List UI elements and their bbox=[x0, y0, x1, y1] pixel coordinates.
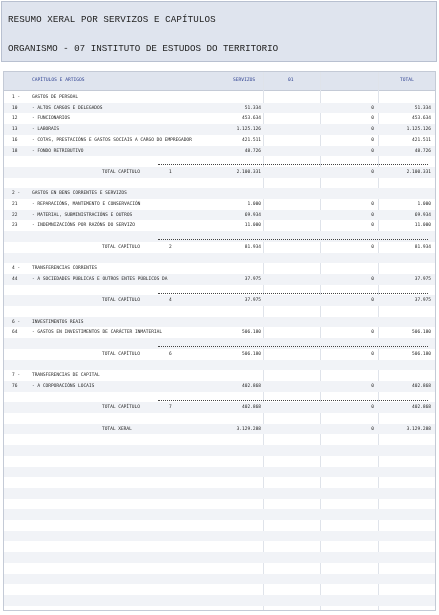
empty-row bbox=[4, 509, 435, 520]
chapter-name: GASTOS EN BENS CORRENTES E SERVIZOS bbox=[32, 191, 127, 197]
table-row bbox=[4, 285, 435, 296]
total-amount: 453.634 bbox=[412, 116, 431, 122]
article-name: - INDEMNIZACIÓNS POR RAZÓNS DO SERVIZO bbox=[32, 223, 135, 229]
service-01-amount: 0 bbox=[371, 223, 374, 229]
table-row bbox=[4, 360, 435, 371]
service-01-amount: 0 bbox=[371, 127, 374, 133]
empty-row bbox=[4, 499, 435, 510]
service-amount: 48.726 bbox=[244, 148, 261, 154]
total-amount: 37.975 bbox=[414, 298, 431, 304]
service-amount: 402.868 bbox=[242, 405, 261, 411]
empty-row bbox=[4, 606, 435, 611]
table-row bbox=[4, 199, 435, 210]
chapter-total-number: 2 bbox=[169, 244, 172, 250]
service-amount: 81.934 bbox=[244, 244, 261, 250]
subtotal-rule bbox=[158, 239, 428, 240]
report-title: RESUMO XERAL POR SERVIZOS E CAPÍTULOS bbox=[8, 14, 216, 25]
table-row bbox=[4, 135, 435, 146]
total-amount: 421.511 bbox=[412, 137, 431, 143]
empty-row bbox=[4, 552, 435, 563]
service-01-amount: 0 bbox=[371, 298, 374, 304]
table-row bbox=[4, 317, 435, 328]
table-row bbox=[4, 113, 435, 124]
service-amount: 51.334 bbox=[244, 105, 261, 111]
total-amount: 1.125.126 bbox=[406, 127, 431, 133]
table-row bbox=[4, 263, 435, 274]
col-header-service-01: 01 bbox=[288, 78, 294, 83]
service-amount: 3.129.288 bbox=[236, 426, 261, 432]
chapter-name: INVESTIMENTOS REAIS bbox=[32, 319, 84, 325]
article-name: - REPARACIÓNS, MANTEMENTO E CONSERVACIÓN bbox=[32, 202, 141, 207]
service-01-amount: 0 bbox=[371, 276, 374, 282]
table-row bbox=[4, 167, 435, 178]
empty-row bbox=[4, 488, 435, 499]
total-amount: 37.975 bbox=[414, 276, 431, 282]
article-code: 12 bbox=[12, 116, 18, 122]
article-name: - A SOCIEDADES PÚBLICAS E OUTROS ENTES PÚBLICOS DA bbox=[32, 276, 168, 282]
empty-row bbox=[4, 477, 435, 488]
service-amount: 453.634 bbox=[242, 116, 261, 122]
service-amount: 37.975 bbox=[244, 298, 261, 304]
chapter-code: 4 - bbox=[12, 266, 21, 272]
service-01-amount: 0 bbox=[371, 137, 374, 143]
service-01-amount: 0 bbox=[371, 148, 374, 154]
chapter-total-number: 4 bbox=[169, 298, 172, 304]
service-01-amount: 0 bbox=[371, 116, 374, 122]
table-row bbox=[4, 306, 435, 317]
organism-label: ORGANISMO - 07 INSTITUTO DE ESTUDOS DO TERRITORIO bbox=[8, 43, 279, 54]
table-row bbox=[4, 327, 435, 338]
subtotal-rule bbox=[158, 400, 428, 401]
article-name: - MATERIAL, SUBMINISTRACIÓNS E OUTROS bbox=[32, 212, 133, 218]
chapter-name: TRANSFERENCIAS DE CAPITAL bbox=[32, 373, 100, 379]
empty-row bbox=[4, 467, 435, 478]
chapter-total-number: 7 bbox=[169, 405, 172, 411]
table-header bbox=[4, 72, 435, 91]
col-header-services: SERVIZOS bbox=[233, 78, 256, 83]
table-row bbox=[4, 156, 435, 167]
chapter-code: 7 - bbox=[12, 373, 21, 379]
empty-row bbox=[4, 595, 435, 606]
table-row bbox=[4, 338, 435, 349]
total-amount: 1.000 bbox=[417, 202, 431, 207]
service-amount: 421.511 bbox=[242, 137, 261, 143]
chapter-code: 2 - bbox=[12, 191, 21, 197]
service-01-amount: 0 bbox=[371, 212, 374, 218]
service-amount: 11.000 bbox=[244, 223, 261, 229]
service-01-amount: 0 bbox=[371, 169, 374, 175]
chapter-total-label: TOTAL CAPÍTULO bbox=[102, 244, 140, 250]
table-row bbox=[4, 381, 435, 392]
table-row bbox=[4, 210, 435, 221]
total-amount: 48.726 bbox=[414, 148, 431, 154]
article-name: - LABORAIS bbox=[32, 127, 60, 133]
article-name: - GASTOS EN INVESTIMENTOS DE CARÁCTER INMATERIAL bbox=[32, 330, 163, 336]
subtotal-rule bbox=[158, 164, 428, 165]
article-code: 44 bbox=[12, 276, 18, 282]
table-row bbox=[4, 274, 435, 285]
empty-row bbox=[4, 445, 435, 456]
subtotal-rule bbox=[158, 346, 428, 347]
total-amount: 11.000 bbox=[414, 223, 431, 229]
report-banner bbox=[1, 1, 437, 62]
service-amount: 506.180 bbox=[242, 330, 261, 336]
chapter-total-number: 1 bbox=[169, 169, 172, 175]
total-amount: 3.129.288 bbox=[406, 426, 431, 432]
table-row bbox=[4, 103, 435, 114]
subtotal-rule bbox=[158, 293, 428, 294]
chapter-total-label: TOTAL CAPÍTULO bbox=[102, 405, 140, 411]
total-amount: 506.180 bbox=[412, 351, 431, 357]
table-row bbox=[4, 424, 435, 435]
col-header-chapters: CAPÍTULOS E ARTIGOS bbox=[32, 78, 85, 83]
total-amount: 506.180 bbox=[412, 330, 431, 336]
service-amount: 69.934 bbox=[244, 212, 261, 218]
grand-total-label: TOTAL XERAL bbox=[102, 426, 132, 432]
service-01-amount: 0 bbox=[371, 105, 374, 111]
table-row bbox=[4, 124, 435, 135]
summary-table bbox=[3, 71, 436, 611]
total-amount: 402.868 bbox=[412, 383, 431, 389]
service-01-amount: 0 bbox=[371, 405, 374, 411]
article-name: - FONDO RETRIBUTIVO bbox=[32, 148, 84, 154]
empty-row bbox=[4, 563, 435, 574]
chapter-total-label: TOTAL CAPÍTULO bbox=[102, 169, 140, 175]
service-01-amount: 0 bbox=[371, 383, 374, 389]
article-code: 13 bbox=[12, 127, 18, 133]
article-code: 10 bbox=[12, 105, 18, 111]
table-row bbox=[4, 253, 435, 264]
empty-row bbox=[4, 434, 435, 445]
article-name: - COTAS, PRESTACIÓNS E GASTOS SOCIAIS A CARGO DO EMPREGADOR bbox=[32, 137, 192, 143]
table-row bbox=[4, 188, 435, 199]
table-row bbox=[4, 92, 435, 103]
article-code: 23 bbox=[12, 223, 18, 229]
service-amount: 37.975 bbox=[244, 276, 261, 282]
service-amount: 2.100.331 bbox=[236, 169, 261, 175]
chapter-name: GASTOS DE PERSOAL bbox=[32, 95, 79, 100]
total-amount: 51.334 bbox=[414, 105, 431, 111]
table-row bbox=[4, 231, 435, 242]
empty-row bbox=[4, 541, 435, 552]
table-row bbox=[4, 370, 435, 381]
service-amount: 506.180 bbox=[242, 351, 261, 357]
table-row bbox=[4, 413, 435, 424]
article-name: - A CORPORACIÓNS LOCAIS bbox=[32, 383, 95, 389]
article-code: 16 bbox=[12, 137, 18, 143]
chapter-code: 1 - bbox=[12, 95, 21, 100]
service-amount: 1.000 bbox=[247, 202, 261, 207]
empty-row bbox=[4, 574, 435, 585]
table-row bbox=[4, 295, 435, 306]
article-name: - FUNCIONARIOS bbox=[32, 116, 70, 122]
total-amount: 81.934 bbox=[414, 244, 431, 250]
chapter-total-number: 6 bbox=[169, 351, 172, 357]
chapter-total-label: TOTAL CAPÍTULO bbox=[102, 351, 140, 357]
article-code: 64 bbox=[12, 330, 18, 336]
service-amount: 1.125.126 bbox=[236, 127, 261, 133]
service-01-amount: 0 bbox=[371, 351, 374, 357]
table-row bbox=[4, 349, 435, 360]
table-row bbox=[4, 220, 435, 231]
table-row bbox=[4, 242, 435, 253]
service-01-amount: 0 bbox=[371, 330, 374, 336]
service-01-amount: 0 bbox=[371, 426, 374, 432]
chapter-code: 6 - bbox=[12, 319, 21, 325]
article-code: 22 bbox=[12, 212, 18, 218]
service-amount: 402.868 bbox=[242, 383, 261, 389]
empty-row bbox=[4, 584, 435, 595]
table-row bbox=[4, 392, 435, 403]
chapter-total-label: TOTAL CAPÍTULO bbox=[102, 298, 140, 304]
article-code: 76 bbox=[12, 383, 18, 389]
article-name: - ALTOS CARGOS E DELEGADOS bbox=[32, 105, 103, 111]
table-row bbox=[4, 402, 435, 413]
article-code: 18 bbox=[12, 148, 18, 154]
empty-row bbox=[4, 456, 435, 467]
total-amount: 402.868 bbox=[412, 405, 431, 411]
service-01-amount: 0 bbox=[371, 202, 374, 207]
empty-row bbox=[4, 520, 435, 531]
empty-row bbox=[4, 531, 435, 542]
table-row bbox=[4, 146, 435, 157]
total-amount: 2.100.331 bbox=[406, 169, 431, 175]
col-header-total: TOTAL bbox=[400, 78, 414, 83]
article-code: 21 bbox=[12, 202, 18, 207]
total-amount: 69.934 bbox=[414, 212, 431, 218]
chapter-name: TRANSFERENCIAS CORRENTES bbox=[32, 266, 98, 272]
table-row bbox=[4, 178, 435, 189]
service-01-amount: 0 bbox=[371, 244, 374, 250]
